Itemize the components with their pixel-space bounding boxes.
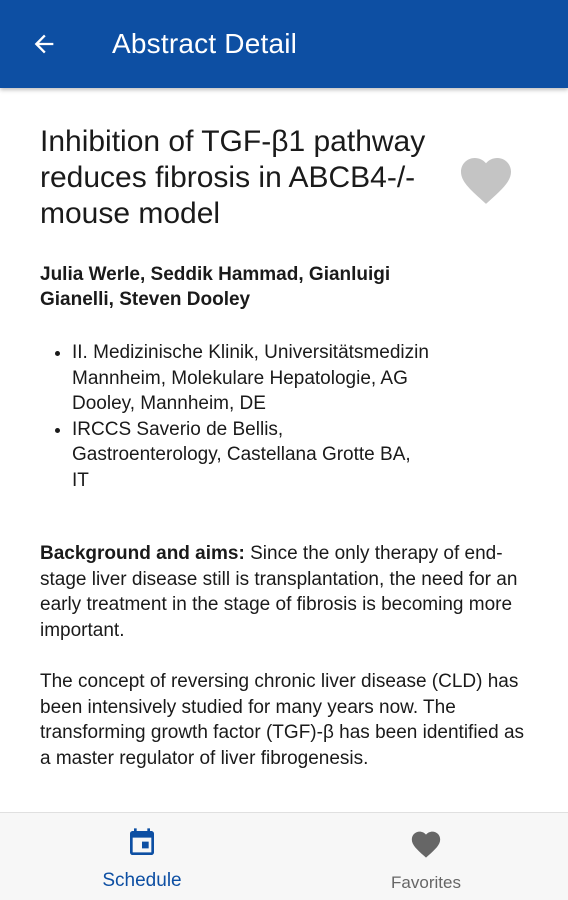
heart-icon <box>409 827 443 859</box>
app-bar <box>0 0 568 88</box>
heart-icon <box>456 150 516 206</box>
nav-schedule-label: Schedule <box>102 870 182 891</box>
nav-favorites[interactable] <box>284 813 568 900</box>
background-paragraph <box>40 541 530 643</box>
nav-schedule[interactable] <box>0 813 284 900</box>
author-list: Julia Werle, Seddik Hammad, Gianluigi Gianelli, Steven Dooley <box>40 264 391 310</box>
list-item: • IRCCS Saverio de Bellis, Gastroenterology, Castellana Grotte BA, IT <box>72 417 432 494</box>
calendar-icon <box>126 827 158 859</box>
list-item: • II. Medizinische Klinik, Universitätsmedizin Mannheim, Molekulare Hepatologie, AG Dooley, Mannheim, DE <box>72 340 432 417</box>
page-title: Abstract Detail <box>112 28 298 59</box>
nav-favorites-label: Favorites <box>391 873 461 892</box>
title-row <box>0 88 568 232</box>
favorite-button[interactable] <box>456 150 516 206</box>
bottom-navigation <box>0 812 568 900</box>
background-text: Since the only therapy of end-stage liver disease still is transplantation, the need for an early treatment in the stage of fibrosis is becoming more important. <box>40 543 518 641</box>
abstract-title: Inhibition of TGF-β1 pathway reduces fibrosis in ABCB4-/- mouse model <box>40 125 426 230</box>
arrow-left-icon <box>30 30 58 58</box>
background-heading: Background and aims: <box>40 543 245 564</box>
abstract-content[interactable] <box>0 88 568 812</box>
body-paragraph: The concept of reversing chronic liver disease (CLD) has been intensively studied for many years now. The transforming growth factor (TGF)-β has been identified as a master regulator of liver fibrogenesis. <box>40 671 525 769</box>
affiliation-list <box>0 340 432 493</box>
back-button[interactable] <box>22 22 66 66</box>
